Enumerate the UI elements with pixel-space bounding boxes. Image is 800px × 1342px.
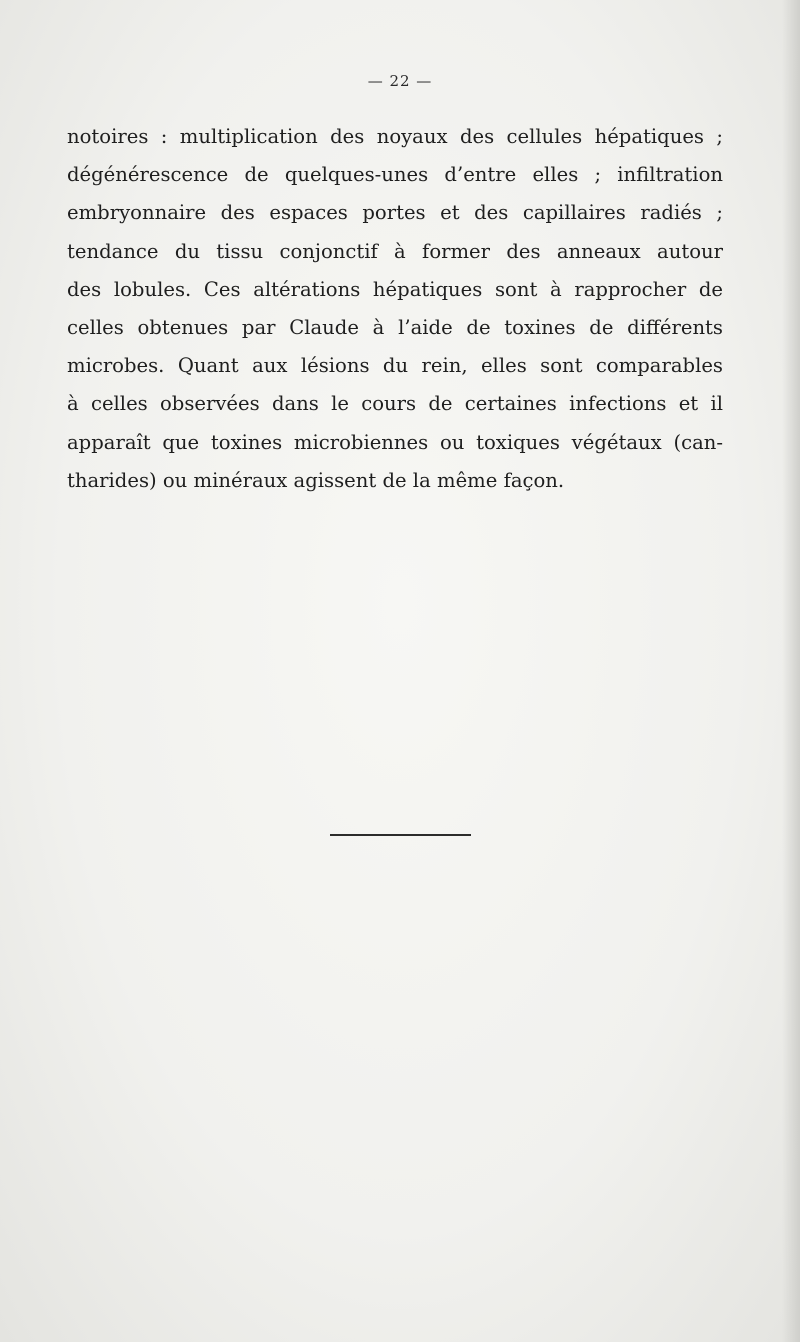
text-line: tendance du tissu conjonctif à former des anneaux autour [67, 239, 723, 263]
section-end-rule [330, 834, 471, 836]
page-number: — 22 — [367, 72, 433, 90]
text-line: notoires : multiplication des noyaux des cellules hépatiques ; [67, 125, 723, 148]
text-line: embryonnaire des espaces portes et des capillaires radiés ; [67, 201, 723, 225]
text-line: dégénérescence de quelques-unes d’entre elles ; infiltration [67, 163, 723, 187]
text-line: tharides) ou minéraux agissent de la même façon. [67, 468, 565, 492]
text-line: des lobules. Ces altérations hépatiques sont à rapprocher de [67, 277, 723, 301]
body-paragraph [67, 118, 723, 500]
text-line: microbes. Quant aux lésions du rein, elles sont comparables [67, 354, 723, 378]
page-edge-shadow [782, 0, 800, 1342]
text-line: celles obtenues par Claude à l’aide de toxines de différents [67, 315, 723, 339]
text-line: à celles observées dans le cours de certaines infections et il [67, 392, 723, 416]
text-line: apparaît que toxines microbiennes ou toxiques végétaux (can- [67, 430, 723, 454]
